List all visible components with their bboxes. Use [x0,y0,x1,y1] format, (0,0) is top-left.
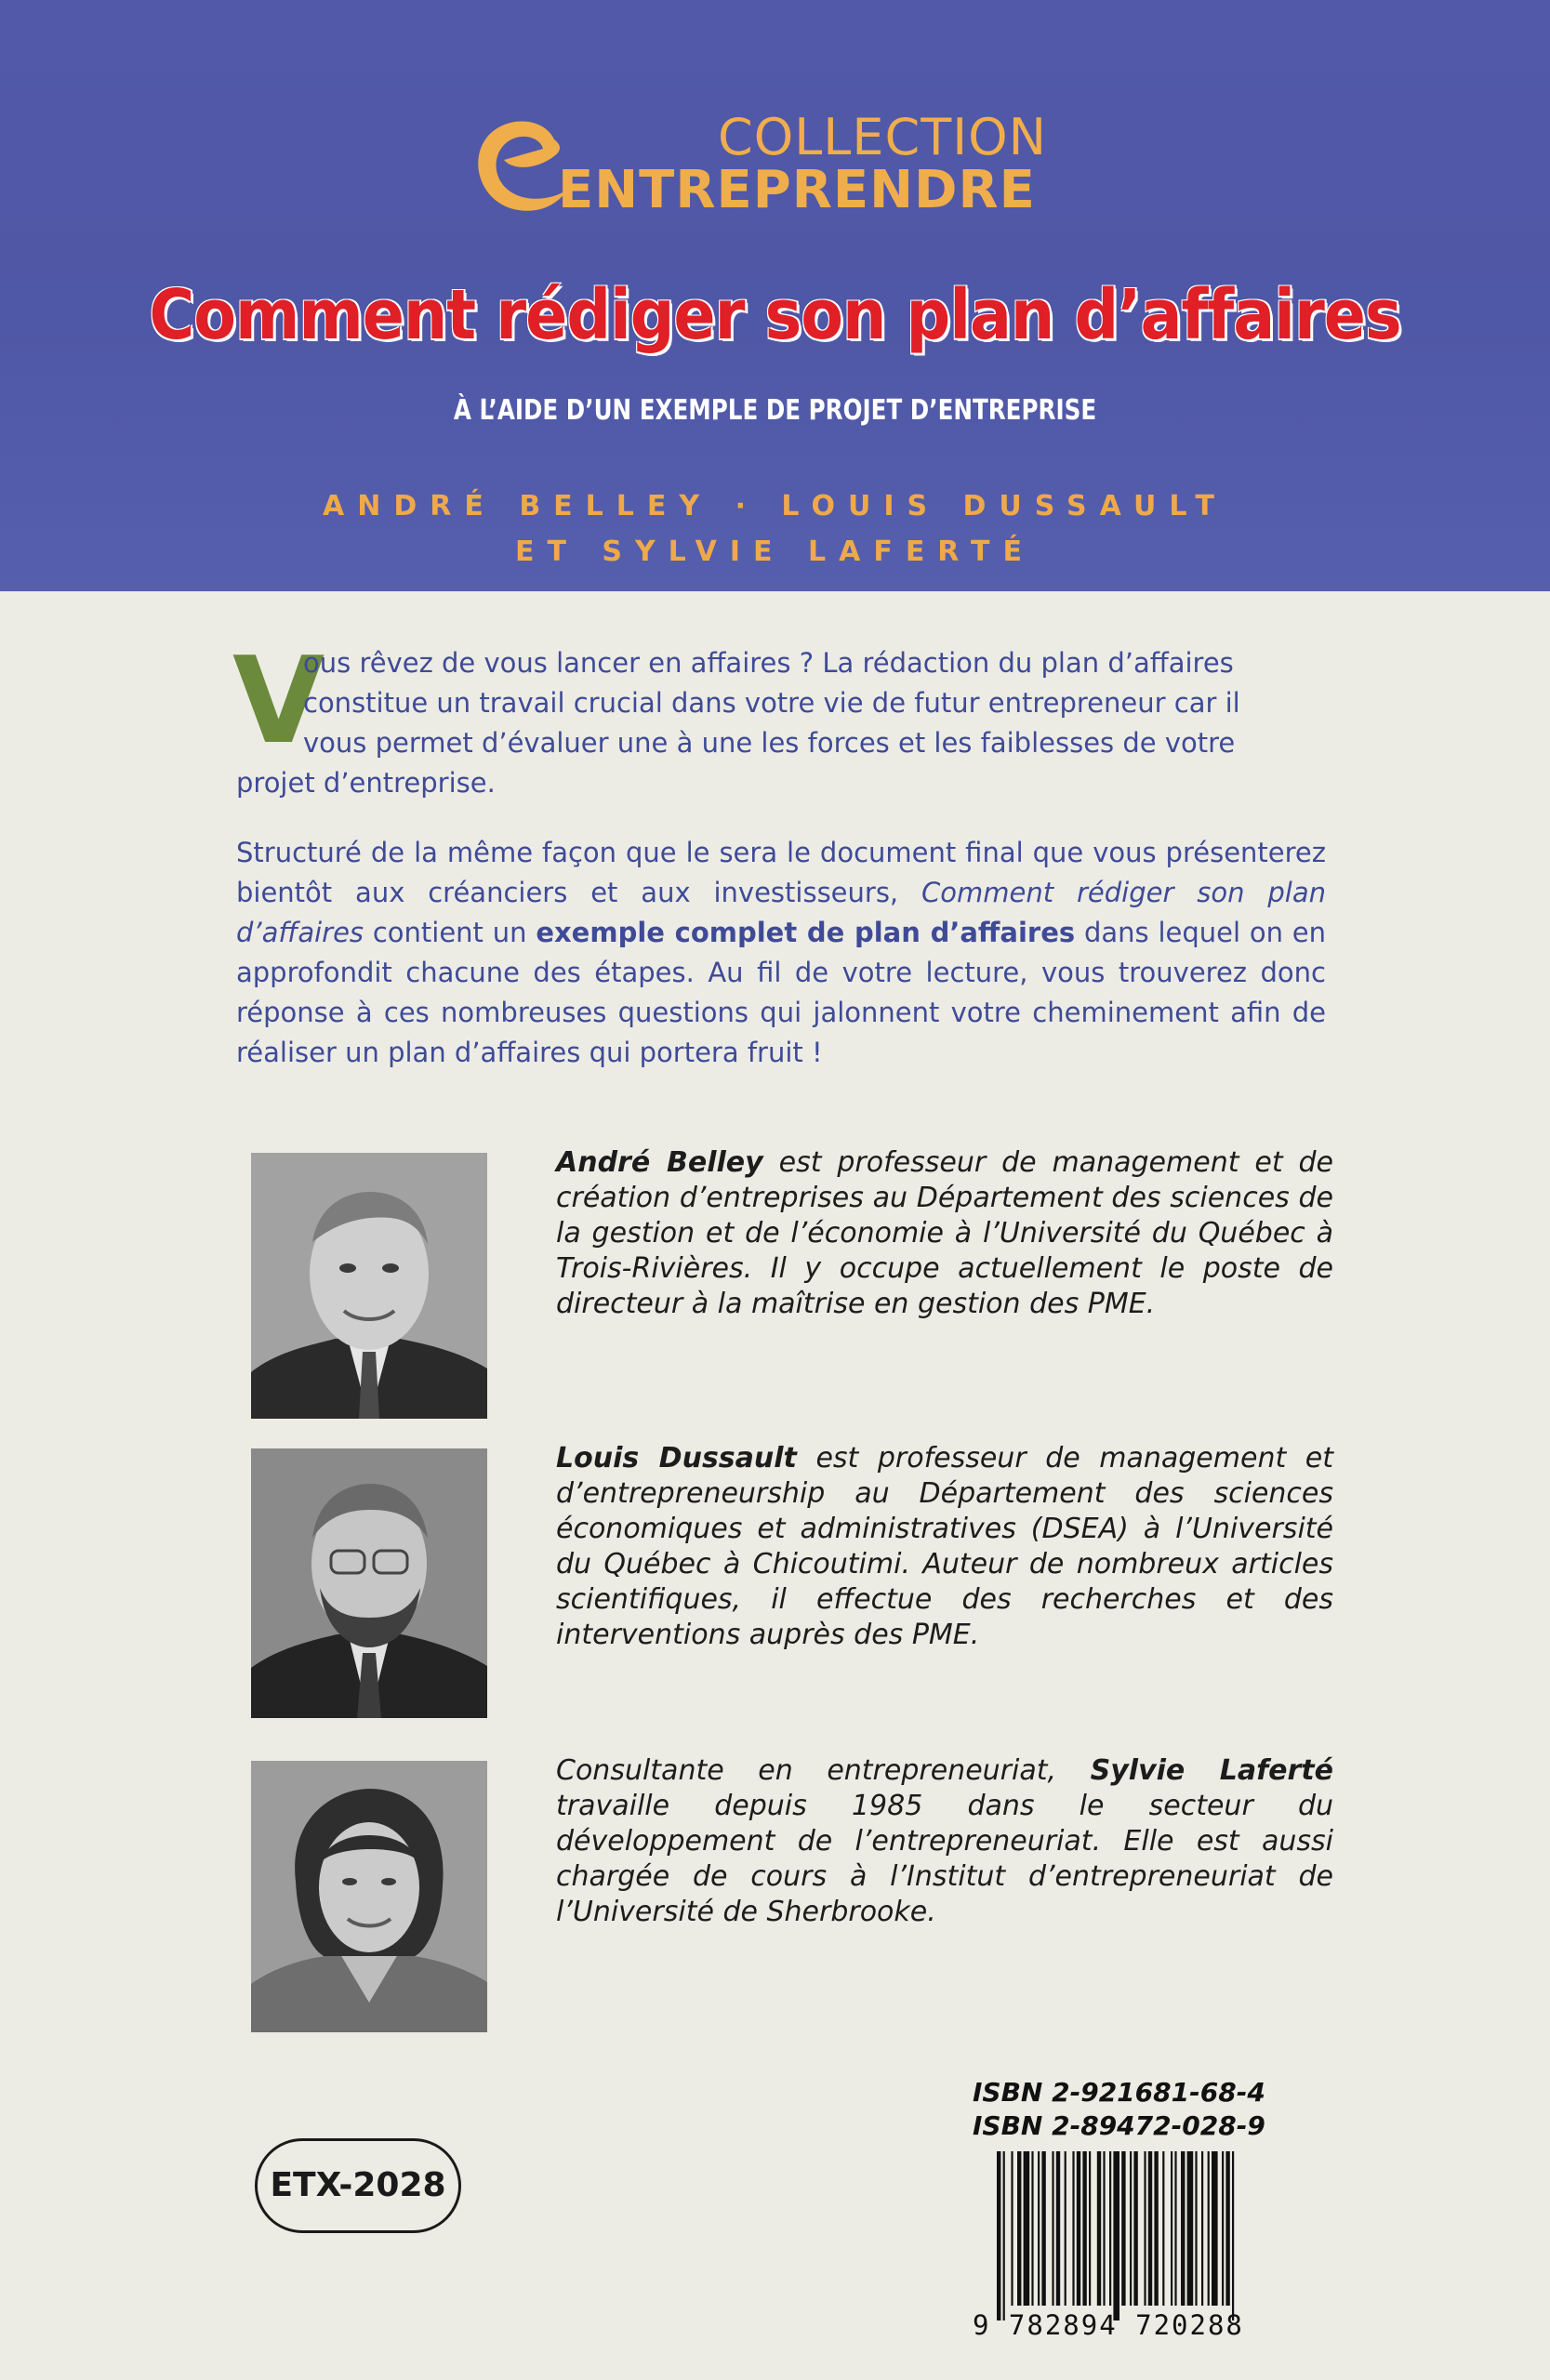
author-bio-text: est professeur de management et d’entrepreneurship au Département des sciences économiques et administratives (DSEA) à l’Université du Québec à Chicoutimi. Auteur de nombreux articles scientifiques, il effectue des recherches et des interventions auprès des PME. [556,1442,1333,1651]
author-bio-laferte [556,1753,1333,1930]
author-photo-belley [251,1153,487,1419]
author-bio-belley [556,1145,1333,1322]
author-name: Louis Dussault [556,1442,797,1474]
author-bio-text: est professeur de management et de création d’entreprises au Département des sciences de la gestion et de l’économie à l’Université du Québec à Trois-Rivières. Il y occupe actuellement le poste de directeur à la maîtrise en gestion des PME. [556,1146,1334,1320]
author-bio-text: travaille depuis 1985 dans le secteur du développement de l’entrepreneuriat. Elle est aussi chargée de cours à l’Institut d’entrepreneuriat de l’Université de Sherbrooke. [556,1790,1333,1928]
barcode-bar [1208,2151,1210,2306]
description-paragraph [236,833,1326,1073]
isbn-line-1: ISBN 2-921681-68-4 [973,2077,1265,2108]
author-photo-laferte [251,1761,487,2032]
barcode-bar [1077,2151,1080,2306]
book-subtitle: À L’AIDE D’UN EXEMPLE DE PROJET D’ENTREPRISE [453,394,1097,427]
authors-line-1: ANDRÉ BELLEY · LOUIS DUSSAULT [323,490,1227,522]
barcode-bar [1109,2151,1111,2306]
barcode-bar [1225,2151,1229,2306]
description-text: Structuré de la même façon que le sera le document final que vous présenterez bientôt aux créanciers et aux investisseurs, [236,837,1326,908]
barcode-bar [1201,2151,1203,2306]
author-name: André Belley [556,1146,763,1179]
description-text: dans lequel on en approfondit chacune des étapes. Au fil de votre lecture, vous trouverez donc réponse à ces nombreuses questions qui jalonnent votre cheminement afin de réaliser un plan d’affaires qui portera fruit ! [236,917,1326,1068]
barcode-bar [1024,2151,1030,2306]
barcode-number: 9 782894 720288 [973,2309,1244,2341]
collection-logo [465,102,1060,223]
barcode-bar [1195,2151,1197,2306]
barcode-bar [1181,2151,1185,2306]
intro-paragraph [236,643,1326,803]
barcode-bar [1162,2151,1164,2306]
barcode-bar [1041,2151,1045,2306]
author-bio-dussault [556,1441,1333,1653]
barcode-bar [1121,2151,1125,2306]
intro-line-2: constitue un travail crucial dans votre vie de futur entrepreneur car il [303,687,1240,719]
author-name: Sylvie Laferté [1090,1754,1333,1787]
barcode-bar [1097,2151,1101,2306]
collection-label: COLLECTION [718,108,1048,166]
book-title: Comment rédiger son plan d’affaires [149,275,1401,355]
author-photo-dussault [251,1448,487,1718]
barcode-bar [1056,2151,1060,2306]
barcode-bar [1052,2151,1053,2306]
barcode-bar [1113,2151,1119,2320]
description-book-title: Comment rédiger son plan d’affaires [236,877,1326,948]
barcode-bar [1089,2151,1091,2306]
barcode-bar [1154,2151,1158,2306]
barcode-bar [1065,2151,1066,2306]
barcode-bar [1148,2151,1152,2306]
barcode-bar [1011,2151,1013,2306]
barcode-bar [1003,2151,1005,2320]
barcode-bar [1133,2151,1137,2306]
barcode-bar [1103,2151,1105,2306]
product-code-badge: ETX-2028 [255,2138,461,2233]
cover-header-band [0,0,1550,591]
barcode-bar [1082,2151,1086,2306]
author-bio-text: Consultante en entrepreneuriat, [556,1754,1091,1787]
barcode-bar [1232,2151,1234,2320]
barcode-bar [1031,2151,1033,2306]
barcode-bar [1222,2151,1224,2306]
intro-line-1: ous rêvez de vous lancer en affaires ? La rédaction du plan d’affaires [303,647,1234,679]
barcode-bar [1130,2151,1132,2306]
barcode-bar [1171,2151,1172,2306]
drop-cap: V [232,632,325,771]
description-text: contient un [364,917,537,948]
barcode-bar [1072,2151,1074,2306]
authors-line-2: ET SYLVIE LAFERTÉ [514,536,1036,568]
barcode-bar [1212,2151,1218,2306]
barcode-bar [1174,2151,1176,2306]
isbn-line-2: ISBN 2-89472-028-9 [973,2110,1265,2141]
barcode-bar [1038,2151,1040,2306]
intro-line-3: vous permet d’évaluer une à une les forces et les faiblesses de votre [303,727,1236,759]
intro-line-4: projet d’entreprise. [236,767,496,799]
barcode-bar [1144,2151,1146,2306]
description-highlight: exemple complet de plan d’affaires [536,917,1076,948]
barcode-bar [997,2151,1000,2320]
barcode-bar [1187,2151,1194,2306]
collection-name: ENTREPRENDRE [558,160,1036,220]
barcode-bar [1017,2151,1021,2306]
